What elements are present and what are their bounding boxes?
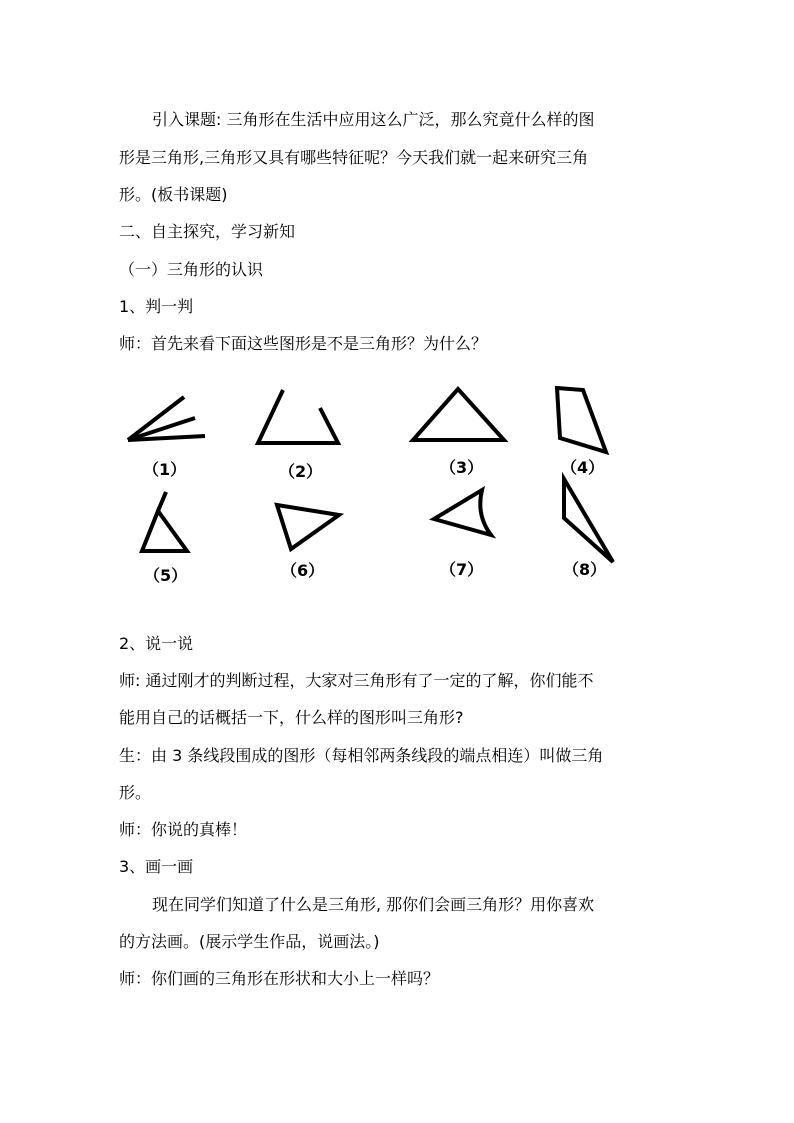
- intro-paragraph-line-3: 形。(板书课题): [119, 185, 228, 204]
- draw-paragraph-line-1: 现在同学们知道了什么是三角形, 那你们会画三角形？用你喜欢: [152, 895, 595, 914]
- figure-5-triangle-with-extension: [142, 492, 187, 551]
- figure-6-triangle: [277, 505, 339, 549]
- intro-paragraph-line-1: 引入课题: 三角形在生活中应用这么广泛，那么究竟什么样的图: [152, 110, 595, 129]
- teacher-question-2-line-1: 师: 通过刚才的判断过程，大家对三角形有了一定的了解，你们能不: [119, 671, 594, 690]
- figure-7-curved-shape: [434, 490, 491, 535]
- teacher-question-2-line-2: 能用自己的话概括一下，什么样的图形叫三角形?: [119, 708, 464, 727]
- teacher-praise: 师：你说的真棒！: [119, 820, 248, 839]
- figure-1-open-angle: [128, 397, 205, 440]
- figure-label-5: （5）: [144, 566, 188, 585]
- figure-label-4: （4）: [561, 458, 605, 477]
- teacher-question-1: 师：首先来看下面这些图形是不是三角形？为什么？: [119, 334, 488, 353]
- item-heading-1: 1、判一判: [119, 297, 194, 316]
- figure-4-quadrilateral: [557, 388, 606, 452]
- figure-2-open-triangle: [258, 390, 338, 443]
- figure-8-thin-triangle: [564, 479, 613, 562]
- figure-label-3: （3）: [440, 458, 484, 477]
- subsection-heading: （一）三角形的认识: [119, 260, 264, 279]
- student-answer-line-2: 形。: [119, 783, 152, 802]
- intro-paragraph-line-2: 形是三角形,三角形又具有哪些特征呢？今天我们就一起来研究三角: [119, 148, 589, 167]
- figure-label-6: （6）: [281, 561, 325, 580]
- figure-label-7: （7）: [440, 560, 484, 579]
- figure-label-1: （1）: [143, 460, 187, 479]
- item-heading-3: 3、画一画: [119, 857, 194, 876]
- draw-paragraph-line-2: 的方法画。(展示学生作品，说画法。): [119, 932, 380, 951]
- figure-label-2: （2）: [279, 462, 323, 481]
- teacher-question-3: 师：你们画的三角形在形状和大小上一样吗？: [119, 969, 440, 988]
- student-answer-line-1: 生：由 3 条线段围成的图形（每相邻两条线段的端点相连）叫做三角: [119, 746, 604, 765]
- figure-label-8: （8）: [563, 560, 607, 579]
- figure-3-triangle: [413, 389, 504, 440]
- section-heading: 二、自主探究，学习新知: [119, 222, 296, 241]
- item-heading-2: 2、说一说: [119, 634, 194, 653]
